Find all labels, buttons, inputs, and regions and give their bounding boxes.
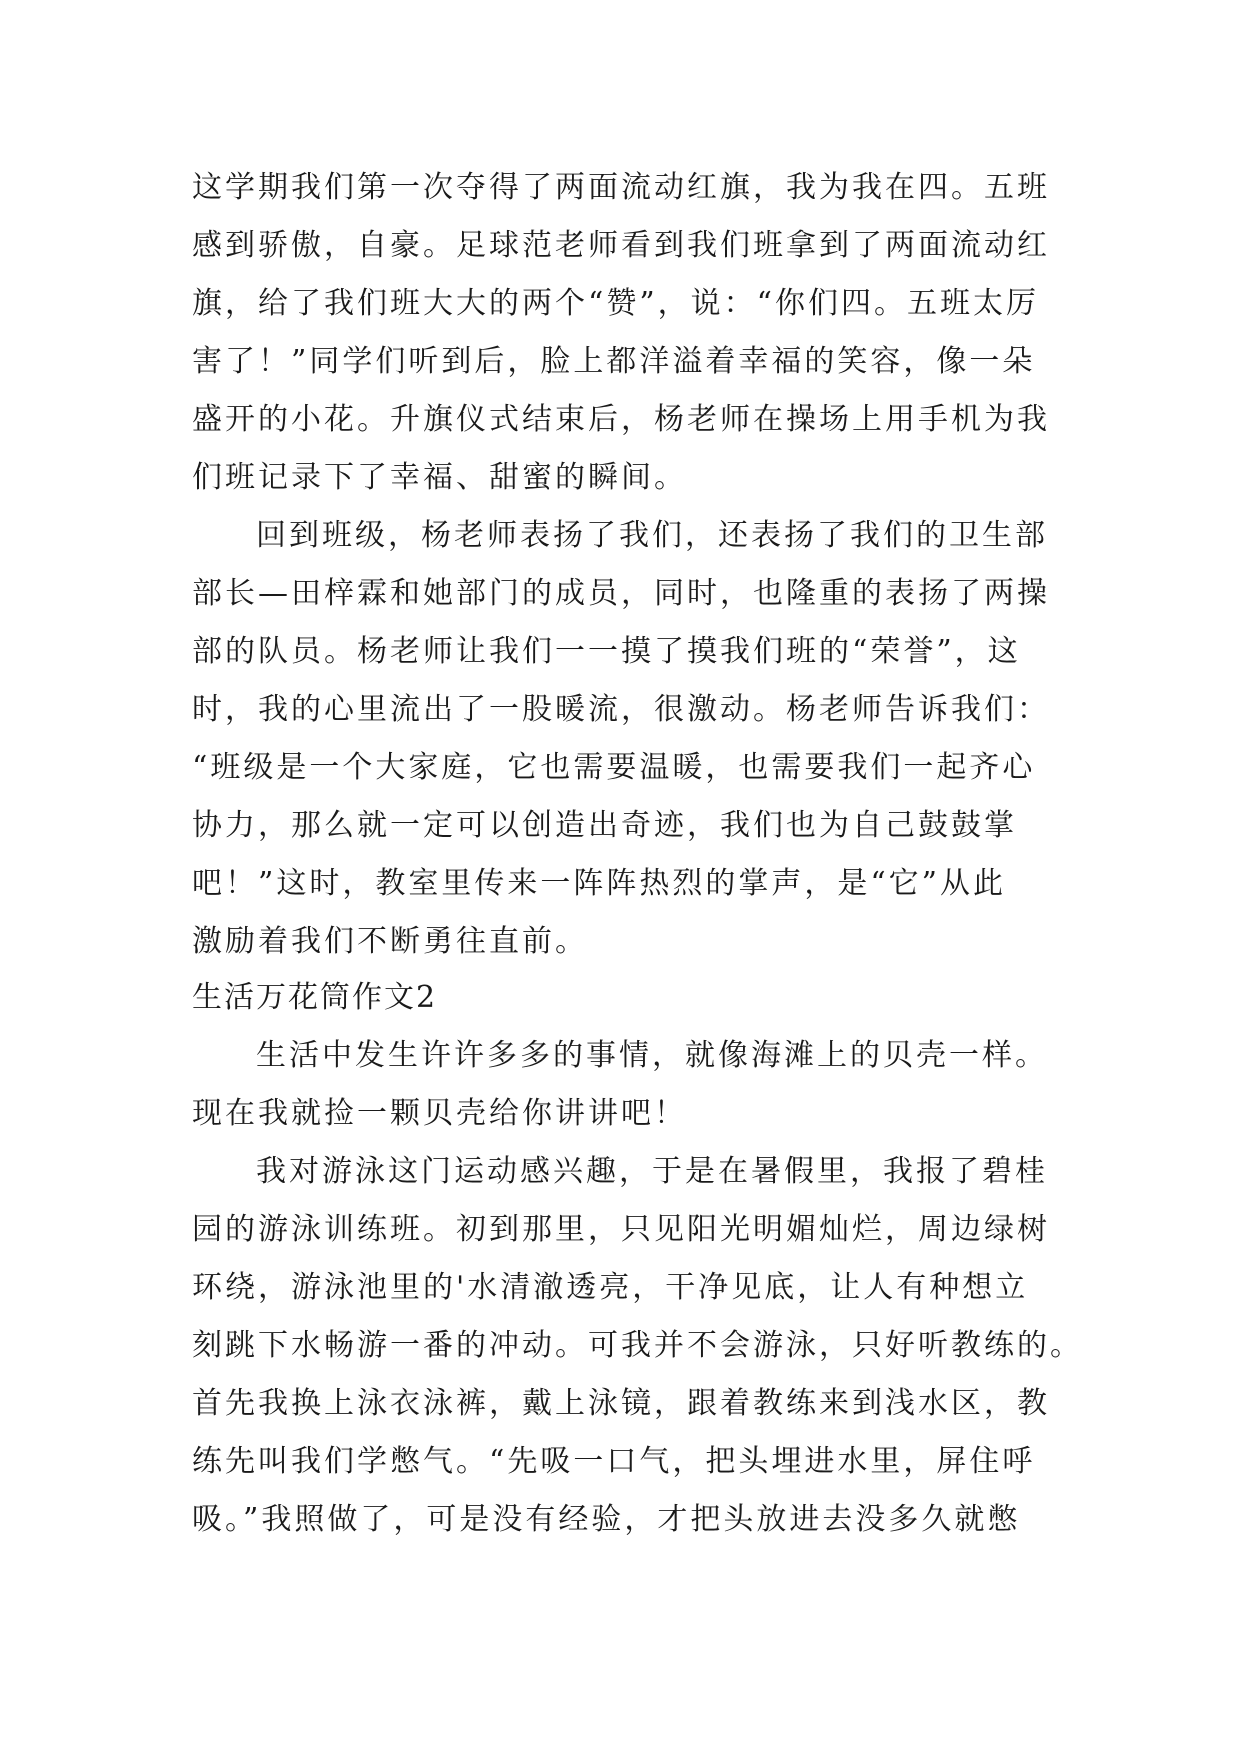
- text-line: 旗，给了我们班大大的两个“赞”，说：“你们四。五班太厉: [192, 286, 1040, 321]
- text-line: 吧！”这时，教室里传来一阵阵热烈的掌声，是“它”从此: [192, 866, 1007, 901]
- text-line: 盛开的小花。升旗仪式结束后，杨老师在操场上用手机为我: [192, 402, 1050, 437]
- text-line: 感到骄傲，自豪。足球范老师看到我们班拿到了两面流动红: [192, 228, 1050, 263]
- text-line: “班级是一个大家庭，它也需要温暖，也需要我们一起齐心: [192, 750, 1036, 785]
- text-line: 回到班级，杨老师表扬了我们，还表扬了我们的卫生部: [256, 518, 1048, 553]
- text-line: 现在我就捡一颗贝壳给你讲讲吧！: [192, 1096, 687, 1131]
- text-line: 生活中发生许许多多的事情，就像海滩上的贝壳一样。: [256, 1038, 1048, 1073]
- text-line: 我对游泳这门运动感兴趣，于是在暑假里，我报了碧桂: [256, 1154, 1048, 1189]
- text-line: 激励着我们不断勇往直前。: [192, 924, 588, 959]
- text-line: 部的队员。杨老师让我们一一摸了摸我们班的“荣誉”，这: [192, 634, 1021, 669]
- text-line: 刻跳下水畅游一番的冲动。可我并不会游泳，只好听教练的。: [192, 1328, 1083, 1363]
- text-line: 这学期我们第一次夺得了两面流动红旗，我为我在四。五班: [192, 170, 1050, 205]
- text-line: 环绕，游泳池里的'水清澈透亮，干净见底，让人有种想立: [192, 1270, 1029, 1305]
- text-line: 园的游泳训练班。初到那里，只见阳光明媚灿烂，周边绿树: [192, 1212, 1050, 1247]
- text-line: 害了！”同学们听到后，脸上都洋溢着幸福的笑容，像一朵: [192, 344, 1036, 379]
- text-line: 们班记录下了幸福、甜蜜的瞬间。: [192, 460, 687, 495]
- text-line: 练先叫我们学憋气。“先吸一口气，把头埋进水里，屏住呼: [192, 1444, 1036, 1479]
- text-line: 部长—田梓霖和她部门的成员，同时，也隆重的表扬了两操: [192, 576, 1050, 611]
- text-line: 时，我的心里流出了一股暖流，很激动。杨老师告诉我们：: [192, 692, 1050, 727]
- text-line: 首先我换上泳衣泳裤，戴上泳镜，跟着教练来到浅水区，教: [192, 1386, 1050, 1421]
- section-heading: 生活万花筒作文2: [192, 980, 438, 1015]
- text-line: 协力，那么就一定可以创造出奇迹，我们也为自己鼓鼓掌: [192, 808, 1017, 843]
- text-line: 吸。”我照做了，可是没有经验，才把头放进去没多久就憋: [192, 1502, 1021, 1537]
